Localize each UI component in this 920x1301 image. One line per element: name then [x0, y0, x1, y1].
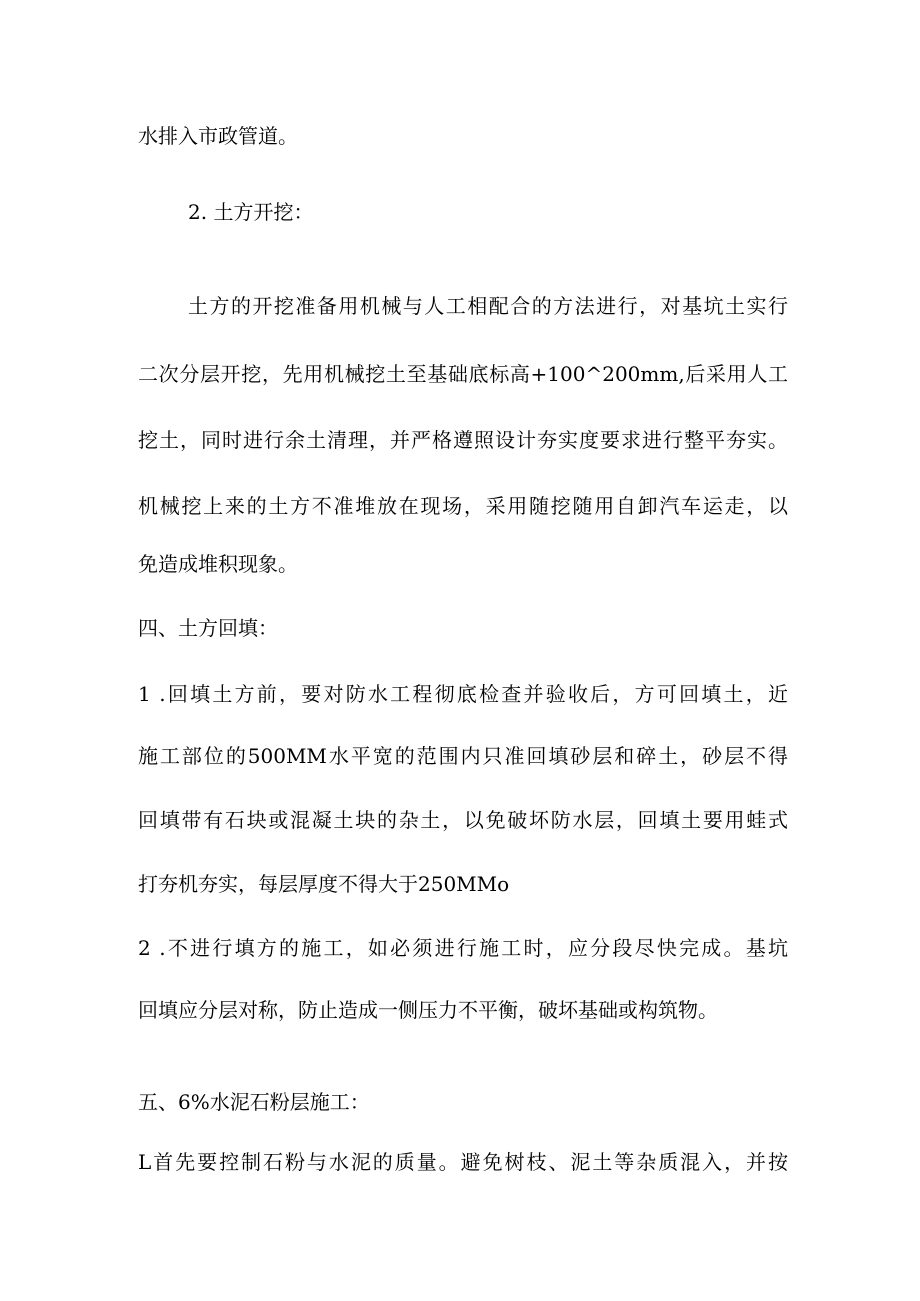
text-line: 回填带有石块或混凝土块的杂土，以免破坏防水层，回填土要用蛙式	[138, 808, 788, 832]
text-line: 2 .不进行填方的施工，如必须进行施工时，应分段尽快完成。基坑	[138, 936, 788, 960]
section-heading: 2. 土方开挖：	[188, 200, 314, 224]
text-line: 回填应分层对称，防止造成一侧压力不平衡，破坏基础或构筑物。	[138, 998, 718, 1022]
text-line: 免造成堆积现象。	[138, 552, 298, 576]
text-line: L首先要控制石粉与水泥的质量。避免树枝、泥土等杂质混入，并按	[138, 1150, 788, 1174]
section-heading: 四、土方回填：	[138, 616, 278, 640]
text-line: 机械挖上来的土方不准堆放在现场，采用随挖随用自卸汽车运走，以	[138, 494, 788, 518]
text-line: 二次分层开挖，先用机械挖土至基础底标高+100^200mm,后采用人工	[138, 362, 788, 386]
text-line: 施工部位的500MM水平宽的范围内只准回填砂层和碎土，砂层不得	[138, 744, 788, 768]
text-line: 打夯机夯实，每层厚度不得大于250MMo	[138, 872, 510, 896]
text-line: 挖土，同时进行余土清理，并严格遵照设计夯实度要求进行整平夯实。	[138, 428, 788, 452]
text-line: 1 .回填土方前，要对防水工程彻底检查并验收后，方可回填土，近	[138, 682, 788, 706]
text-line: 水排入市政管道。	[138, 124, 298, 148]
section-heading: 五、6%水泥石粉层施工：	[138, 1090, 370, 1114]
text-line: 土方的开挖准备用机械与人工相配合的方法进行，对基坑土实行	[188, 294, 788, 318]
